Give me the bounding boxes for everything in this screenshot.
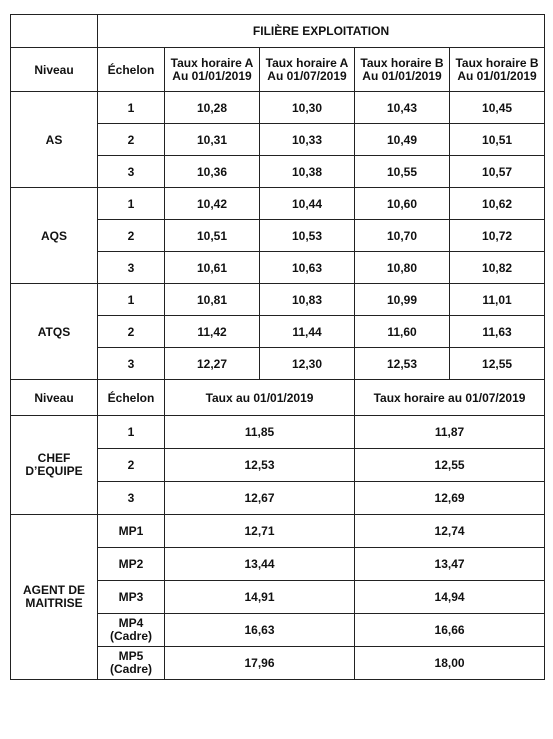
rate-cell: 10,61 bbox=[165, 252, 260, 284]
rate-cell: 10,55 bbox=[355, 156, 450, 188]
rate-cell: 10,81 bbox=[165, 284, 260, 316]
rate-cell: 10,57 bbox=[450, 156, 545, 188]
rate-cell: 11,42 bbox=[165, 316, 260, 348]
rate-cell: 12,69 bbox=[355, 482, 545, 515]
echelon-cell: 3 bbox=[98, 348, 165, 380]
cell-line: 1 bbox=[127, 424, 135, 439]
rate-cell: 10,83 bbox=[260, 284, 355, 316]
rate-cell: 10,44 bbox=[260, 188, 355, 220]
rate-cell: 11,85 bbox=[165, 416, 355, 449]
rate-cell: 12,67 bbox=[165, 482, 355, 515]
header-line: Au 01/01/2019 bbox=[457, 68, 537, 83]
grid-body bbox=[11, 15, 545, 680]
rate-cell: 10,45 bbox=[450, 92, 545, 124]
rate-cell: 10,38 bbox=[260, 156, 355, 188]
rate-cell: 12,30 bbox=[260, 348, 355, 380]
cell-line: D’EQUIPE bbox=[25, 464, 83, 478]
header-echelon: Échelon bbox=[98, 48, 165, 92]
cell-line: MP2 bbox=[118, 556, 144, 571]
header-line: Taux horaire A bbox=[170, 55, 254, 70]
cell-line: MP1 bbox=[118, 523, 144, 538]
table-row bbox=[11, 416, 545, 449]
header-taux-a-0101 bbox=[165, 48, 260, 92]
rate-cell: 10,49 bbox=[355, 124, 450, 156]
rate-cell: 10,33 bbox=[260, 124, 355, 156]
header-line: Taux horaire A bbox=[265, 55, 349, 70]
title-row bbox=[11, 15, 545, 48]
cell-line: (Cadre) bbox=[109, 629, 152, 643]
echelon-cell bbox=[98, 548, 165, 581]
rate-cell: 14,91 bbox=[165, 581, 355, 614]
rate-cell: 13,47 bbox=[355, 548, 545, 581]
rate-cell: 11,44 bbox=[260, 316, 355, 348]
cell-line: CHEF bbox=[37, 451, 71, 465]
echelon-cell: 1 bbox=[98, 188, 165, 220]
rate-cell: 12,55 bbox=[355, 449, 545, 482]
rate-cell: 10,82 bbox=[450, 252, 545, 284]
rate-cell: 10,51 bbox=[450, 124, 545, 156]
rate-cell: 16,63 bbox=[165, 614, 355, 647]
header-line: Au 01/01/2019 bbox=[172, 68, 252, 83]
rate-cell: 10,31 bbox=[165, 124, 260, 156]
rate-cell: 12,53 bbox=[165, 449, 355, 482]
table-row bbox=[11, 515, 545, 548]
header-line: Taux horaire B bbox=[360, 55, 444, 70]
header-taux-0101: Taux au 01/01/2019 bbox=[165, 380, 355, 416]
echelon-cell bbox=[98, 647, 165, 680]
echelon-cell bbox=[98, 614, 165, 647]
rate-cell: 10,63 bbox=[260, 252, 355, 284]
table-title: FILIÈRE EXPLOITATION bbox=[98, 15, 545, 48]
rate-cell: 10,60 bbox=[355, 188, 450, 220]
rate-cell: 10,36 bbox=[165, 156, 260, 188]
rate-cell: 12,74 bbox=[355, 515, 545, 548]
rate-cell: 16,66 bbox=[355, 614, 545, 647]
rate-cell: 10,43 bbox=[355, 92, 450, 124]
echelon-cell: 3 bbox=[98, 252, 165, 284]
rate-cell: 11,01 bbox=[450, 284, 545, 316]
echelon-cell bbox=[98, 416, 165, 449]
table-row bbox=[11, 284, 545, 316]
rate-cell: 14,94 bbox=[355, 581, 545, 614]
rate-cell: 10,70 bbox=[355, 220, 450, 252]
echelon-cell bbox=[98, 515, 165, 548]
cell-line: MP5 bbox=[118, 649, 144, 663]
header-line: Taux horaire B bbox=[455, 55, 539, 70]
cell-line: 2 bbox=[127, 457, 135, 472]
niveau-cell bbox=[11, 416, 98, 515]
echelon-cell: 3 bbox=[98, 156, 165, 188]
table-row bbox=[11, 188, 545, 220]
header-echelon: Échelon bbox=[98, 380, 165, 416]
rate-cell: 10,53 bbox=[260, 220, 355, 252]
table-row bbox=[11, 92, 545, 124]
echelon-cell: 2 bbox=[98, 124, 165, 156]
niveau-cell: AS bbox=[11, 92, 98, 188]
cell-line: AGENT DE bbox=[22, 583, 85, 597]
rate-cell: 10,99 bbox=[355, 284, 450, 316]
echelon-cell: 2 bbox=[98, 316, 165, 348]
cell-line: MAITRISE bbox=[25, 596, 83, 610]
rate-cell: 10,28 bbox=[165, 92, 260, 124]
rate-cell: 13,44 bbox=[165, 548, 355, 581]
echelon-cell bbox=[98, 449, 165, 482]
niveau-cell bbox=[11, 515, 98, 680]
rate-cell: 11,60 bbox=[355, 316, 450, 348]
header-row-1 bbox=[11, 48, 545, 92]
rate-cell: 10,72 bbox=[450, 220, 545, 252]
rate-cell: 17,96 bbox=[165, 647, 355, 680]
header-taux-a-0107 bbox=[260, 48, 355, 92]
header-taux-b-second bbox=[450, 48, 545, 92]
header-row-2 bbox=[11, 380, 545, 416]
empty-corner-cell bbox=[11, 15, 98, 48]
header-taux-0107: Taux horaire au 01/07/2019 bbox=[355, 380, 545, 416]
cell-line: 3 bbox=[127, 490, 135, 505]
rate-cell: 12,71 bbox=[165, 515, 355, 548]
rate-cell: 12,55 bbox=[450, 348, 545, 380]
salary-grid-table bbox=[10, 14, 545, 680]
echelon-cell: 1 bbox=[98, 284, 165, 316]
rate-cell: 10,42 bbox=[165, 188, 260, 220]
header-niveau: Niveau bbox=[11, 380, 98, 416]
rate-cell: 10,30 bbox=[260, 92, 355, 124]
niveau-cell: AQS bbox=[11, 188, 98, 284]
rate-cell: 12,27 bbox=[165, 348, 260, 380]
rate-cell: 11,87 bbox=[355, 416, 545, 449]
cell-line: MP3 bbox=[118, 589, 144, 604]
rate-cell: 11,63 bbox=[450, 316, 545, 348]
echelon-cell: 1 bbox=[98, 92, 165, 124]
rate-cell: 12,53 bbox=[355, 348, 450, 380]
echelon-cell: 2 bbox=[98, 220, 165, 252]
cell-line: (Cadre) bbox=[109, 662, 152, 676]
rate-cell: 10,62 bbox=[450, 188, 545, 220]
echelon-cell bbox=[98, 581, 165, 614]
header-line: Au 01/01/2019 bbox=[362, 68, 442, 83]
header-line: Au 01/07/2019 bbox=[267, 68, 347, 83]
header-niveau: Niveau bbox=[11, 48, 98, 92]
rate-cell: 18,00 bbox=[355, 647, 545, 680]
header-taux-b-0101 bbox=[355, 48, 450, 92]
echelon-cell bbox=[98, 482, 165, 515]
rate-cell: 10,51 bbox=[165, 220, 260, 252]
rate-cell: 10,80 bbox=[355, 252, 450, 284]
niveau-cell: ATQS bbox=[11, 284, 98, 380]
cell-line: MP4 bbox=[118, 616, 144, 630]
